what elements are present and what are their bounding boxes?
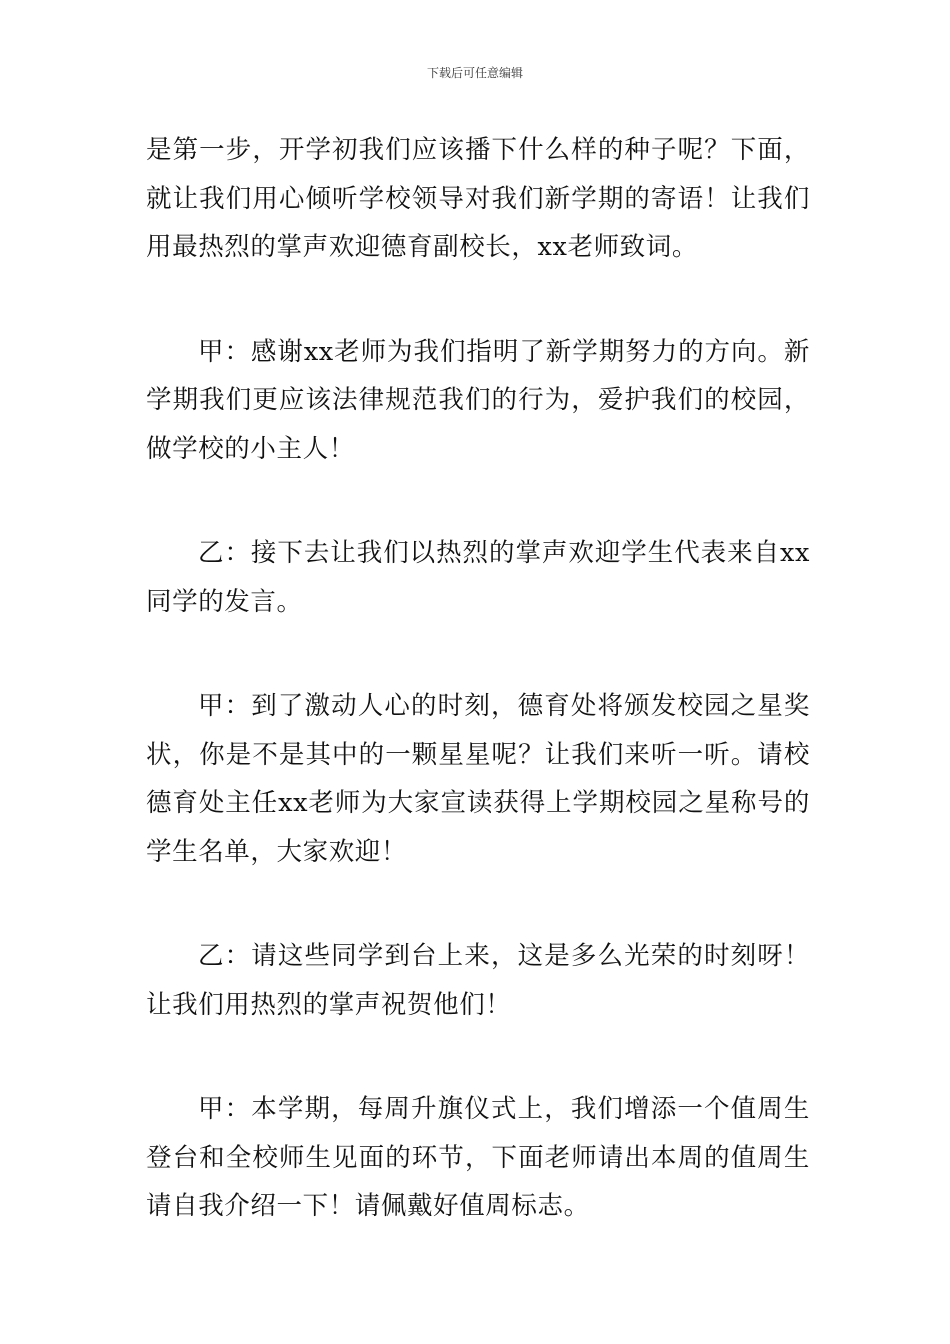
paragraph-6: 甲：本学期，每周升旗仪式上，我们增添一个值周生登台和全校师生见面的环节，下面老师请出本周的值周生请自我介绍一下！请佩戴好值周标志。 bbox=[146, 1094, 810, 1221]
paragraph-5: 乙：请这些同学到台上来，这是多么光荣的时刻呀！让我们用热烈的掌声祝贺他们！ bbox=[146, 941, 810, 1020]
paragraph-1: 是第一步，开学初我们应该播下什么样的种子呢？下面，就让我们用心倾听学校领导对我们新学期的寄语！让我们用最热烈的掌声欢迎德育副校长，xx老师致词。 bbox=[146, 135, 810, 262]
paragraph-2: 甲：感谢xx老师为我们指明了新学期努力的方向。新学期我们更应该法律规范我们的行为，爱护我们的校园，做学校的小主人！ bbox=[146, 336, 810, 464]
paragraph-3: 乙：接下去让我们以热烈的掌声欢迎学生代表来自xx同学的发言。 bbox=[146, 538, 810, 617]
document-body bbox=[146, 126, 810, 1287]
paragraph-4: 甲：到了激动人心的时刻，德育处将颁发校园之星奖状，你是不是其中的一颗星星呢？让我们来听一听。请校德育处主任xx老师为大家宣读获得上学期校园之星称号的学生名单，大家欢迎！ bbox=[146, 691, 810, 867]
page-header: 下载后可任意编辑 bbox=[426, 66, 523, 80]
